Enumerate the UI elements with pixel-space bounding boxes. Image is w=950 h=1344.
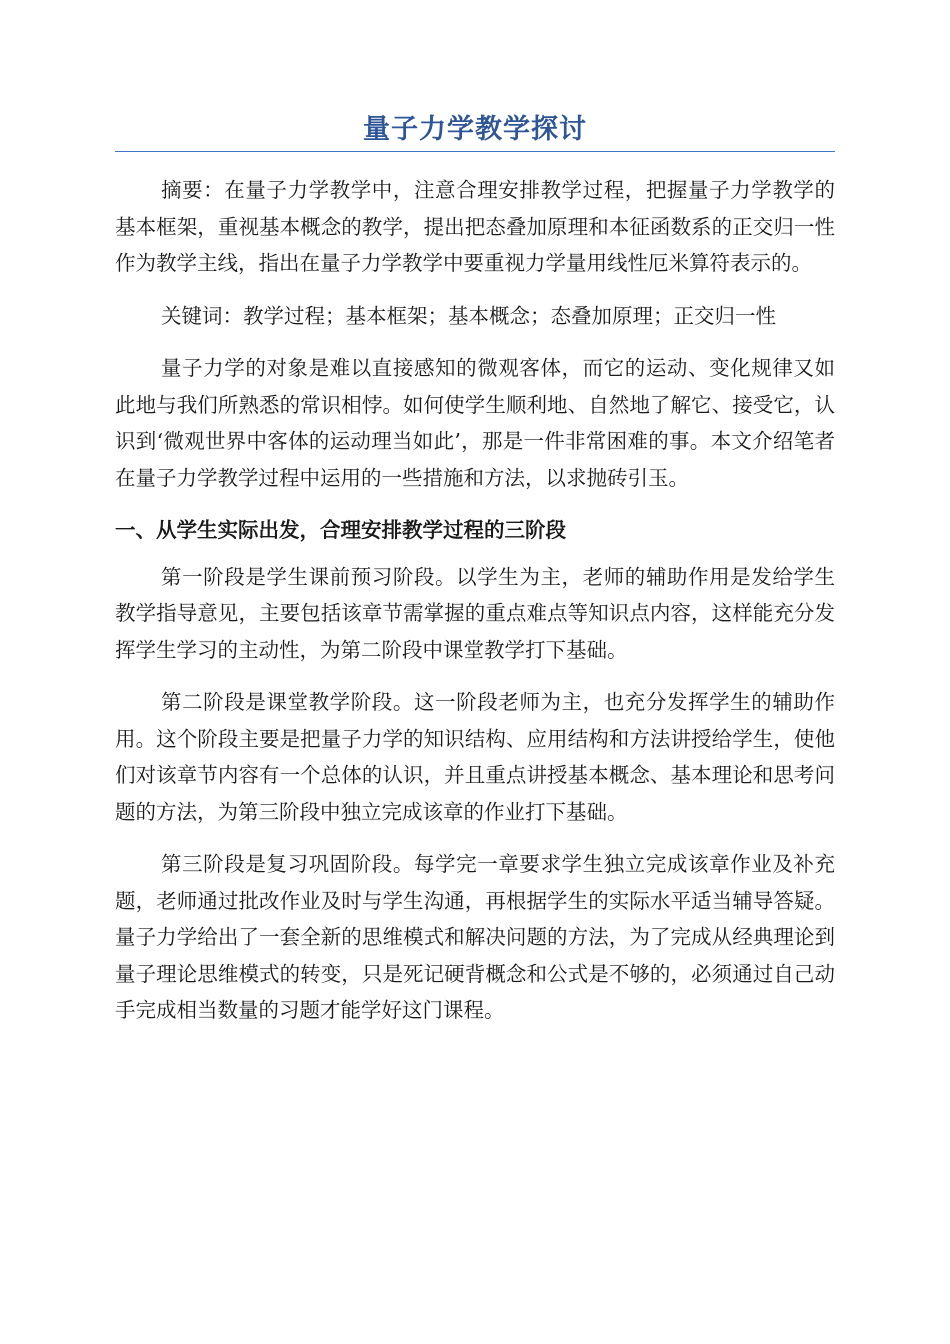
stage-two-paragraph: 第二阶段是课堂教学阶段。这一阶段老师为主，也充分发挥学生的辅助作用。这个阶段主要是把量子力学的知识结构、应用结构和方法讲授给学生，使他们对该章节内容有一个总体的认识，并且重点讲授基本概念、基本理论和思考问题的方法，为第三阶段中独立完成该章的作业打下基础。 xyxy=(115,690,835,824)
abstract-paragraph: 摘要：在量子力学教学中，注意合理安排教学过程，把握量子力学教学的基本框架，重视基本概念的教学，提出把态叠加原理和本征函数系的正交归一性作为教学主线，指出在量子力学教学中要重视力学量用线性厄米算符表示的。 xyxy=(115,178,835,275)
stage-one-paragraph: 第一阶段是学生课前预习阶段。以学生为主，老师的辅助作用是发给学生教学指导意见，主要包括该章节需掌握的重点难点等知识点内容，这样能充分发挥学生学习的主动性，为第二阶段中课堂教学打下基础。 xyxy=(115,564,835,662)
section-heading: 一、从学生实际出发，合理安排教学过程的三阶段 xyxy=(115,518,566,542)
intro-paragraph: 量子力学的对象是难以直接感知的微观客体，而它的运动、变化规律又如此地与我们所熟悉的常识相悖。如何使学生顺利地、自然地了解它、接受它，认识到‘微观世界中客体的运动理当如此’，那是一件非常困难的事。本文介绍笔者在量子力学教学过程中运用的一些措施和方法，以求抛砖引玉。 xyxy=(115,356,835,490)
document-title: 量子力学教学探讨 xyxy=(363,114,587,145)
title-underline xyxy=(115,151,835,152)
document-page xyxy=(115,112,835,1045)
stage-three-paragraph: 第三阶段是复习巩固阶段。每学完一章要求学生独立完成该章作业及补充题，老师通过批改作业及时与学生沟通，再根据学生的实际水平适当辅导答疑。量子力学给出了一套全新的思维模式和解决问题的方法，为了完成从经典理论到量子理论思维模式的转变，只是死记硬背概念和公式是不够的，必须通过自己动手完成相当数量的习题才能学好这门课程。 xyxy=(115,852,835,1022)
keywords-line: 关键词：教学过程；基本框架；基本概念；态叠加原理；正交归一性 xyxy=(161,303,776,328)
